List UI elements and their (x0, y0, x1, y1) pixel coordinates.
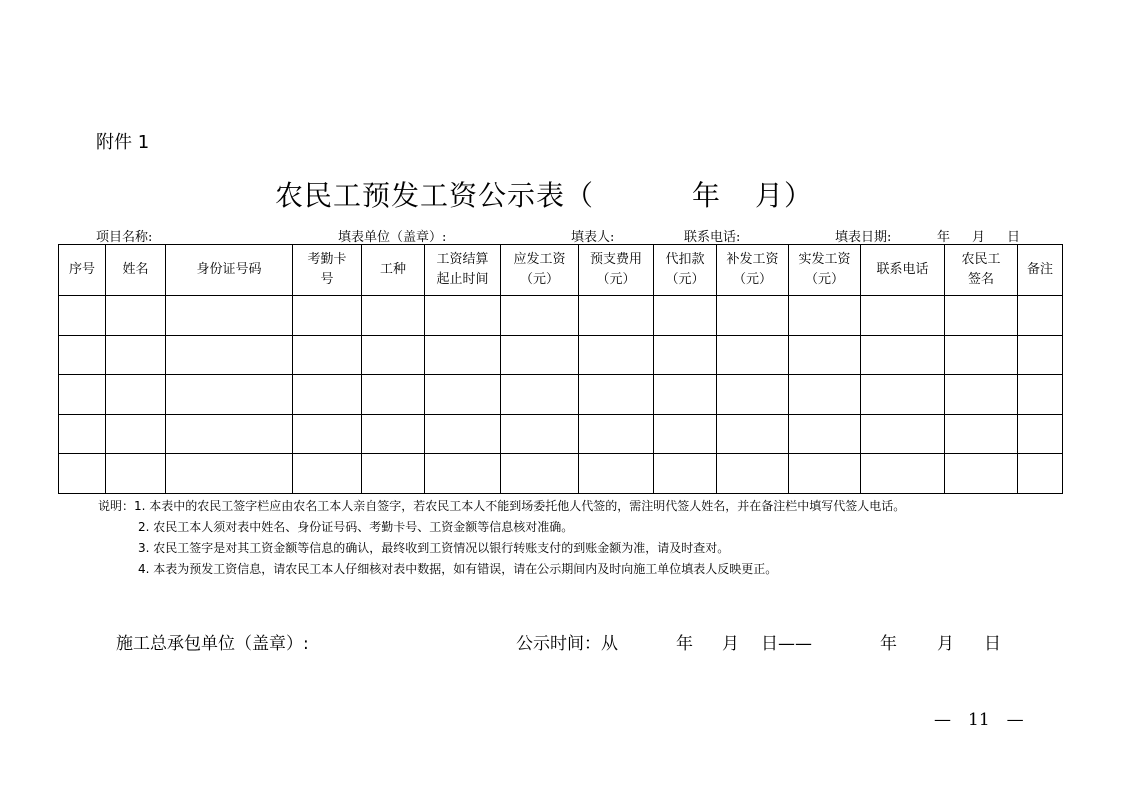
meta-date-day: 日 (1007, 230, 1021, 245)
table-cell[interactable] (717, 414, 789, 454)
table-cell[interactable] (362, 335, 425, 375)
column-header-text: 考勤卡 (307, 252, 347, 267)
table-row (59, 335, 1063, 375)
table-cell[interactable] (501, 335, 579, 375)
column-header-text: 补发工资 (726, 252, 779, 267)
column-header (1018, 245, 1063, 296)
table-cell[interactable] (861, 454, 945, 494)
wage-table (58, 244, 1063, 494)
meta-phone-label: 联系电话: (684, 230, 741, 245)
column-header-text: 签名 (967, 272, 994, 287)
table-cell[interactable] (717, 296, 789, 336)
table-cell[interactable] (362, 414, 425, 454)
page-title (275, 174, 813, 214)
period-label: 公示时间：从 (516, 634, 618, 654)
column-header-text: 应发工资 (513, 252, 566, 267)
table-cell[interactable] (945, 296, 1018, 336)
table-cell[interactable] (166, 454, 293, 494)
period-start-day: 日—— (761, 634, 812, 654)
meta-unit-label: 填表单位（盖章）: (338, 230, 447, 245)
table-cell[interactable] (579, 296, 654, 336)
column-header (59, 245, 106, 296)
title-text: 农民工预发工资公示表（ (275, 179, 595, 212)
table-cell[interactable] (501, 296, 579, 336)
table-cell[interactable] (861, 375, 945, 415)
column-header (166, 245, 293, 296)
title-year: 年 (692, 179, 722, 212)
column-header (425, 245, 501, 296)
table-row (59, 375, 1063, 415)
column-header-text: 备注 (1026, 262, 1053, 277)
note-4: 4. 本表为预发工资信息，请农民工本人仔细核对表中数据，如有错误，请在公示期间内及时向施工单位填表人反映更正。 (138, 562, 778, 576)
table-cell[interactable] (362, 296, 425, 336)
column-header (501, 245, 579, 296)
column-header-text: 号 (320, 272, 334, 287)
table-cell[interactable] (717, 454, 789, 494)
title-month: 月） (755, 179, 814, 212)
table-cell[interactable] (945, 454, 1018, 494)
period-end-day: 日 (984, 634, 1001, 654)
table-cell[interactable] (293, 414, 362, 454)
table-cell[interactable] (59, 454, 106, 494)
table-cell[interactable] (1018, 296, 1063, 336)
column-header-text: （元） (732, 272, 772, 287)
table-cell[interactable] (106, 454, 166, 494)
meta-date-month: 月 (972, 230, 986, 245)
table-cell[interactable] (789, 454, 861, 494)
table-cell[interactable] (166, 335, 293, 375)
table-cell[interactable] (293, 296, 362, 336)
note-1: 说明：1. 本表中的农民工签字栏应由农名工本人亲自签字，若农民工本人不能到场委托他人代签的，需注明代签人姓名，并在备注栏中填写代签人电话。 (98, 499, 906, 513)
contractor-label: 施工总承包单位（盖章）: (116, 634, 309, 654)
table-cell[interactable] (1018, 375, 1063, 415)
column-header-text: 工种 (379, 262, 406, 277)
column-header (717, 245, 789, 296)
table-cell[interactable] (425, 296, 501, 336)
table-cell[interactable] (654, 414, 717, 454)
table-cell[interactable] (945, 335, 1018, 375)
table-cell[interactable] (425, 375, 501, 415)
meta-date-label: 填表日期: (835, 230, 892, 245)
table-cell[interactable] (579, 454, 654, 494)
table-cell[interactable] (425, 335, 501, 375)
table-cell[interactable] (106, 414, 166, 454)
table-cell[interactable] (1018, 335, 1063, 375)
column-header-text: （元） (665, 272, 705, 287)
column-header-text: （元） (804, 272, 844, 287)
column-header-text: 身份证号码 (196, 262, 262, 277)
column-header-text: 实发工资 (798, 252, 851, 267)
column-header-text: 预支费用 (589, 252, 642, 267)
table-cell[interactable] (501, 414, 579, 454)
period-end-year: 年 (880, 634, 897, 654)
note-2: 2. 农民工本人须对表中姓名、身份证号码、考勤卡号、工资金额等信息核对准确。 (138, 520, 574, 534)
page-number: — 11 — (934, 710, 1024, 730)
table-cell[interactable] (789, 335, 861, 375)
table-cell[interactable] (654, 296, 717, 336)
table-cell[interactable] (106, 296, 166, 336)
meta-filler-label: 填表人: (571, 230, 615, 245)
table-cell[interactable] (425, 414, 501, 454)
table-cell[interactable] (579, 335, 654, 375)
table-cell[interactable] (1018, 454, 1063, 494)
table-cell[interactable] (717, 375, 789, 415)
table-cell[interactable] (106, 375, 166, 415)
table-cell[interactable] (501, 375, 579, 415)
table-cell[interactable] (362, 454, 425, 494)
column-header-text: 农民工 (961, 252, 1001, 267)
note-3: 3. 农民工签字是对其工资金额等信息的确认，最终收到工资情况以银行转账支付的到账金额为准，请及时查对。 (138, 541, 730, 555)
column-header-text: 工资结算 (436, 252, 489, 267)
table-cell[interactable] (166, 375, 293, 415)
table-cell[interactable] (945, 414, 1018, 454)
table-cell[interactable] (861, 414, 945, 454)
table-cell[interactable] (861, 335, 945, 375)
attachment-label: 附件 1 (96, 132, 150, 153)
table-cell[interactable] (861, 296, 945, 336)
table-cell[interactable] (654, 375, 717, 415)
table-cell[interactable] (425, 454, 501, 494)
table-row (59, 414, 1063, 454)
table-cell[interactable] (166, 414, 293, 454)
table-cell[interactable] (166, 296, 293, 336)
column-header-text: 姓名 (122, 262, 149, 277)
table-cell[interactable] (789, 414, 861, 454)
table-cell[interactable] (59, 296, 106, 336)
table-cell[interactable] (293, 335, 362, 375)
column-header (293, 245, 362, 296)
table-cell[interactable] (1018, 414, 1063, 454)
table-row (59, 296, 1063, 336)
table-cell[interactable] (579, 375, 654, 415)
column-header (789, 245, 861, 296)
table-cell[interactable] (59, 375, 106, 415)
table-cell[interactable] (501, 454, 579, 494)
column-header-text: 联系电话 (876, 262, 929, 277)
table-cell[interactable] (579, 414, 654, 454)
table-header-row (59, 245, 1063, 296)
table-cell[interactable] (945, 375, 1018, 415)
table-cell[interactable] (293, 375, 362, 415)
column-header (579, 245, 654, 296)
column-header (861, 245, 945, 296)
column-header-text: 起止时间 (436, 272, 489, 287)
period-start-month: 月 (722, 634, 739, 654)
table-body (59, 296, 1063, 494)
period-end-month: 月 (937, 634, 954, 654)
table-cell[interactable] (717, 335, 789, 375)
meta-date-year: 年 (937, 230, 951, 245)
meta-project-label: 项目名称: (96, 230, 153, 245)
column-header (106, 245, 166, 296)
table-cell[interactable] (106, 335, 166, 375)
table-cell[interactable] (59, 414, 106, 454)
table-cell[interactable] (789, 375, 861, 415)
table-cell[interactable] (654, 335, 717, 375)
table-cell[interactable] (362, 375, 425, 415)
column-header-text: （元） (519, 272, 559, 287)
table-cell[interactable] (293, 454, 362, 494)
column-header (362, 245, 425, 296)
table-cell[interactable] (789, 296, 861, 336)
column-header-text: 序号 (68, 262, 95, 277)
period-start-year: 年 (676, 634, 693, 654)
column-header (945, 245, 1018, 296)
table-cell[interactable] (59, 335, 106, 375)
column-header-text: （元） (596, 272, 636, 287)
table-cell[interactable] (654, 454, 717, 494)
column-header (654, 245, 717, 296)
column-header-text: 代扣款 (665, 252, 705, 267)
table-row (59, 454, 1063, 494)
